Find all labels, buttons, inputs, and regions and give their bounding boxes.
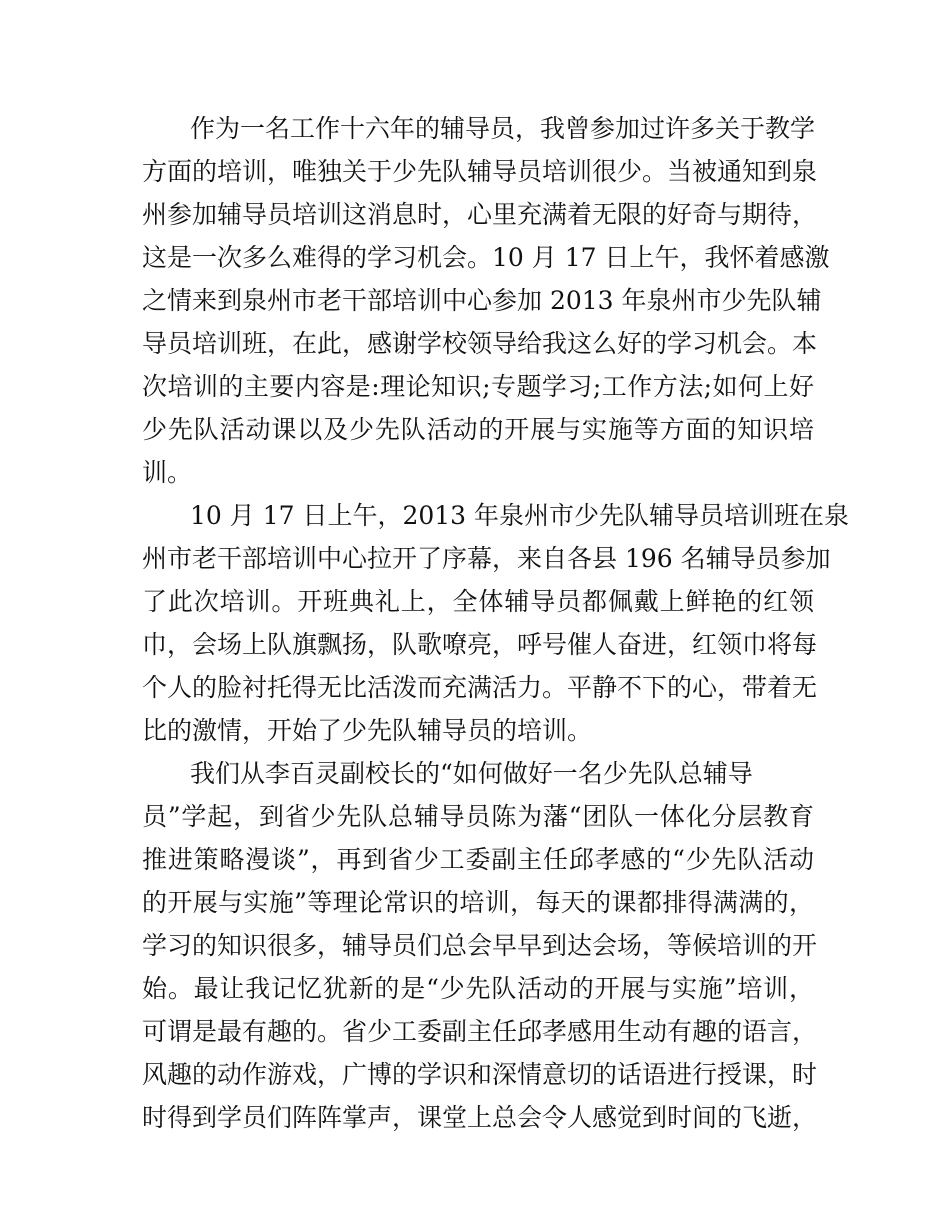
paragraph-line: 的开展与实施”等理论常识的培训，每天的课都排得满满的， (142, 888, 814, 917)
paragraph-line: 可谓是最有趣的。省少工委副主任邱孝感用生动有趣的语言， (142, 1017, 818, 1046)
paragraph-line: 这是一次多么难得的学习机会。10 月 17 日上午，我怀着感激 (142, 243, 830, 272)
paragraph-line: 时得到学员们阵阵掌声，课堂上总会令人感觉到时间的飞逝， (142, 1103, 818, 1132)
paragraph-line: 巾，会场上队旗飘扬，队歌嘹亮，呼号催人奋进，红领巾将每 (142, 630, 818, 659)
paragraph-line: 训。 (142, 458, 193, 487)
paragraph-line: 州参加辅导员培训这消息时，心里充满着无限的好奇与期待， (142, 200, 818, 229)
paragraph-line: 10 月 17 日上午，2013 年泉州市少先队辅导员培训班在泉 (190, 501, 850, 530)
paragraph-line: 风趣的动作游戏，广博的学识和深情意切的话语进行授课，时 (142, 1060, 818, 1089)
paragraph-line: 导员培训班，在此，感谢学校领导给我这么好的学习机会。本 (142, 329, 818, 358)
paragraph-line: 少先队活动课以及少先队活动的开展与实施等方面的知识培 (142, 415, 814, 444)
paragraph-line: 推进策略漫谈”，再到省少工委副主任邱孝感的“少先队活动 (142, 845, 814, 874)
document-body (142, 107, 850, 1139)
paragraph-line: 学习的知识很多，辅导员们总会早早到达会场，等候培训的开 (142, 931, 818, 960)
paragraph-2 (142, 494, 850, 752)
paragraph-line: 之情来到泉州市老干部培训中心参加 2013 年泉州市少先队辅 (142, 286, 822, 315)
paragraph-line: 始。最让我记忆犹新的是“少先队活动的开展与实施”培训， (142, 974, 814, 1003)
paragraph-line: 个人的脸衬托得无比活泼而充满活力。平静不下的心，带着无 (142, 673, 818, 702)
paragraph-line: 我们从李百灵副校长的“如何做好一名少先队总辅导 (190, 759, 753, 788)
paragraph-line: 次培训的主要内容是:理论知识;专题学习;工作方法;如何上好 (142, 372, 814, 401)
paragraph-line: 作为一名工作十六年的辅导员，我曾参加过许多关于教学 (190, 114, 816, 143)
paragraph-1 (142, 107, 830, 494)
paragraph-line: 方面的培训，唯独关于少先队辅导员培训很少。当被通知到泉 (142, 157, 818, 186)
paragraph-line: 员”学起，到省少先队总辅导员陈为藩“团队一体化分层教育 (142, 802, 814, 831)
paragraph-line: 州市老干部培训中心拉开了序幕，来自各县 196 名辅导员参加 (142, 544, 831, 573)
paragraph-line: 了此次培训。开班典礼上，全体辅导员都佩戴上鲜艳的红领 (142, 587, 814, 616)
paragraph-line: 比的激情，开始了少先队辅导员的培训。 (142, 716, 593, 745)
paragraph-3 (142, 752, 818, 1139)
